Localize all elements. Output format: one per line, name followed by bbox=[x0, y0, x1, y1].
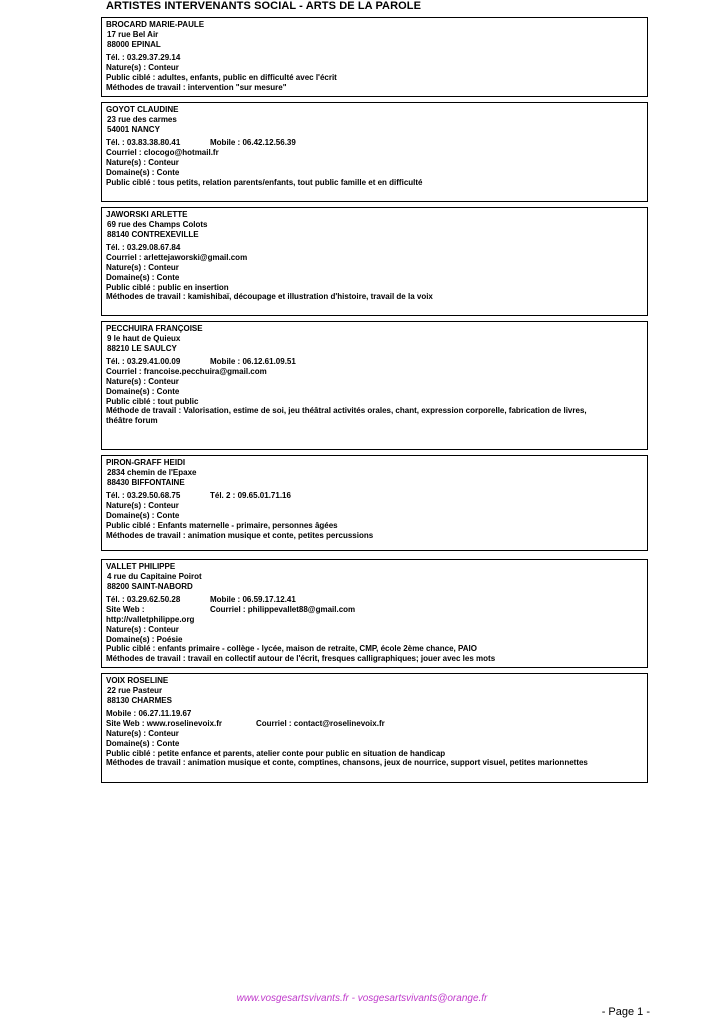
detail-text: Nature(s) : Conteur bbox=[106, 63, 179, 73]
detail-line bbox=[106, 739, 643, 749]
page-number: - Page 1 - bbox=[601, 1006, 650, 1018]
detail-line bbox=[106, 511, 643, 521]
artist-card bbox=[101, 321, 648, 450]
detail-line bbox=[106, 709, 643, 719]
artist-name: PIRON-GRAFF HEIDI bbox=[106, 458, 186, 467]
artist-address-line: 88210 LE SAULCY bbox=[107, 343, 177, 353]
artist-card bbox=[101, 207, 648, 316]
detail-text: Méthodes de travail : intervention "sur mesure" bbox=[106, 82, 287, 92]
artist-details bbox=[106, 357, 643, 426]
detail-text: Méthodes de travail : travail en collectif autour de l'écrit, fresques calligraphiques; jouer avec les mots bbox=[106, 654, 496, 664]
detail-text: Courriel : clocogo@hotmail.fr bbox=[106, 148, 219, 158]
detail-line bbox=[106, 377, 643, 387]
detail-text: Public ciblé : adultes, enfants, public en difficulté avec l'écrit bbox=[106, 72, 337, 82]
detail-text: Tél. : 03.29.62.50.28 bbox=[106, 595, 181, 605]
detail-text: Public ciblé : enfants primaire - collège - lycée, maison de retraite, CMP, école 2ème chance, PAIO bbox=[106, 644, 477, 654]
detail-line bbox=[106, 605, 643, 625]
detail-line bbox=[106, 719, 643, 729]
detail-text-secondary: Mobile : 06.12.61.09.51 bbox=[210, 357, 296, 367]
artist-card bbox=[101, 102, 648, 202]
detail-text: Domaine(s) : Conte bbox=[106, 386, 180, 396]
detail-text: Public ciblé : tous petits, relation parents/enfants, tout public famille et en difficulté bbox=[106, 177, 423, 187]
artist-address-line: 69 rue des Champs Colots bbox=[107, 219, 208, 229]
detail-text: Public ciblé : petite enfance et parents, atelier conte pour public en situation de handicap bbox=[106, 748, 446, 758]
detail-line bbox=[106, 292, 643, 302]
artist-card bbox=[101, 17, 648, 97]
detail-text: Courriel : arlettejaworski@gmail.com bbox=[106, 253, 248, 263]
detail-text: Domaine(s) : Conte bbox=[106, 510, 180, 520]
detail-text: Nature(s) : Conteur bbox=[106, 157, 179, 167]
detail-line bbox=[106, 168, 643, 178]
detail-line bbox=[106, 501, 643, 511]
detail-text: Nature(s) : Conteur bbox=[106, 262, 179, 272]
detail-line bbox=[106, 531, 643, 541]
detail-text: Nature(s) : Conteur bbox=[106, 728, 179, 738]
detail-text: Méthodes de travail : animation musique et conte, petites percussions bbox=[106, 530, 374, 540]
artist-card bbox=[101, 559, 648, 668]
detail-text: Public ciblé : tout public bbox=[106, 396, 199, 406]
detail-text: Tél. : 03.29.41.00.09 bbox=[106, 357, 181, 367]
detail-text: Nature(s) : Conteur bbox=[106, 376, 179, 386]
detail-line bbox=[106, 138, 643, 148]
detail-line bbox=[106, 635, 643, 645]
artist-name: JAWORSKI ARLETTE bbox=[106, 210, 188, 219]
detail-text: Méthodes de travail : animation musique et conte, comptines, chansons, jeux de nourrice, support visuel, petites marionnettes bbox=[106, 758, 588, 768]
detail-text: Mobile : 06.27.11.19.67 bbox=[106, 709, 192, 719]
detail-text: Méthodes de travail : kamishibaï, découpage et illustration d'histoire, travail de la voix bbox=[106, 292, 433, 302]
detail-text: Méthode de travail : Valorisation, estime de soi, jeu théâtral activités orales, chant, expression corporelle, fabrication de livres, bbox=[106, 406, 587, 416]
detail-text: Public ciblé : public en insertion bbox=[106, 282, 229, 292]
detail-text: Site Web : www.roselinevoix.fr bbox=[106, 719, 223, 729]
detail-text: Nature(s) : Conteur bbox=[106, 624, 179, 634]
detail-line bbox=[106, 625, 643, 635]
detail-text: Public ciblé : Enfants maternelle - primaire, personnes âgées bbox=[106, 520, 338, 530]
detail-text: Domaine(s) : Poésie bbox=[106, 634, 183, 644]
artist-address-line: 2834 chemin de l'Epaxe bbox=[107, 467, 197, 477]
artist-details bbox=[106, 243, 643, 302]
artist-name: GOYOT CLAUDINE bbox=[106, 105, 179, 114]
detail-text: Tél. : 03.29.50.68.75 bbox=[106, 491, 181, 501]
artist-address-line: 88430 BIFFONTAINE bbox=[107, 477, 185, 487]
artist-name: VALLET PHILIPPE bbox=[106, 562, 176, 571]
artist-address-line: 22 rue Pasteur bbox=[107, 685, 163, 695]
detail-line bbox=[106, 758, 643, 768]
detail-line bbox=[106, 73, 643, 83]
artist-card bbox=[101, 455, 648, 551]
artist-address-line: 9 le haut de Quieux bbox=[107, 333, 181, 343]
detail-line bbox=[106, 243, 643, 253]
detail-line bbox=[106, 178, 643, 188]
artist-name: BROCARD MARIE-PAULE bbox=[106, 20, 205, 29]
artist-details bbox=[106, 595, 643, 664]
artist-address-line: 54001 NANCY bbox=[107, 124, 160, 134]
detail-text: Nature(s) : Conteur bbox=[106, 501, 179, 511]
artist-details bbox=[106, 138, 643, 187]
detail-text-secondary: Mobile : 06.42.12.56.39 bbox=[210, 138, 296, 148]
detail-line bbox=[106, 521, 643, 531]
detail-line bbox=[106, 158, 643, 168]
detail-text-secondary: Tél. 2 : 09.65.01.71.16 bbox=[210, 491, 291, 501]
artist-card bbox=[101, 673, 648, 783]
artist-address-line: 17 rue Bel Air bbox=[107, 29, 159, 39]
artist-address-line: 88000 EPINAL bbox=[107, 39, 161, 49]
artist-details bbox=[106, 709, 643, 768]
detail-text-secondary: Courriel : philippevallet88@gmail.com bbox=[210, 605, 356, 615]
artist-details bbox=[106, 53, 643, 92]
artist-name: PECCHUIRA FRANÇOISE bbox=[106, 324, 203, 333]
detail-line bbox=[106, 253, 643, 263]
artist-details bbox=[106, 491, 643, 540]
detail-line bbox=[106, 397, 643, 407]
artist-address-line: 88130 CHARMES bbox=[107, 695, 172, 705]
detail-text: Tél. : 03.83.38.80.41 bbox=[106, 138, 181, 148]
detail-line bbox=[106, 406, 643, 416]
artist-address-line: 88200 SAINT-NABORD bbox=[107, 581, 193, 591]
detail-text: Domaine(s) : Conte bbox=[106, 738, 180, 748]
detail-line bbox=[106, 263, 643, 273]
detail-line bbox=[106, 387, 643, 397]
detail-line bbox=[106, 357, 643, 367]
detail-line bbox=[106, 367, 643, 377]
detail-line bbox=[106, 83, 643, 93]
detail-text-secondary: Courriel : contact@roselinevoix.fr bbox=[256, 719, 385, 729]
footer-links[interactable]: www.vosgesartsvivants.fr - vosgesartsvivants@orange.fr bbox=[236, 993, 488, 1004]
artist-address-line: 23 rue des carmes bbox=[107, 114, 177, 124]
detail-line bbox=[106, 273, 643, 283]
detail-line bbox=[106, 53, 643, 63]
detail-line bbox=[106, 491, 643, 501]
detail-line bbox=[106, 749, 643, 759]
detail-line bbox=[106, 63, 643, 73]
detail-text-secondary: Mobile : 06.59.17.12.41 bbox=[210, 595, 296, 605]
detail-line bbox=[106, 729, 643, 739]
detail-text: Domaine(s) : Conte bbox=[106, 167, 180, 177]
detail-text: Domaine(s) : Conte bbox=[106, 272, 180, 282]
detail-line bbox=[106, 654, 643, 664]
detail-line bbox=[106, 148, 643, 158]
detail-text: théâtre forum bbox=[106, 416, 158, 426]
detail-text: Courriel : francoise.pecchuira@gmail.com bbox=[106, 367, 267, 377]
detail-text: Site Web : http://valletphilippe.org bbox=[106, 605, 195, 624]
detail-line bbox=[106, 644, 643, 654]
artist-name: VOIX ROSELINE bbox=[106, 676, 169, 685]
artist-address-line: 4 rue du Capitaine Poirot bbox=[107, 571, 202, 581]
page-title: ARTISTES INTERVENANTS SOCIAL - ARTS DE LA PAROLE bbox=[106, 0, 422, 12]
detail-text: Tél. : 03.29.08.67.84 bbox=[106, 243, 181, 253]
detail-line bbox=[106, 283, 643, 293]
detail-text: Tél. : 03.29.37.29.14 bbox=[106, 53, 181, 63]
detail-line bbox=[106, 595, 643, 605]
artist-address-line: 88140 CONTREXEVILLE bbox=[107, 229, 199, 239]
detail-line bbox=[106, 416, 643, 426]
